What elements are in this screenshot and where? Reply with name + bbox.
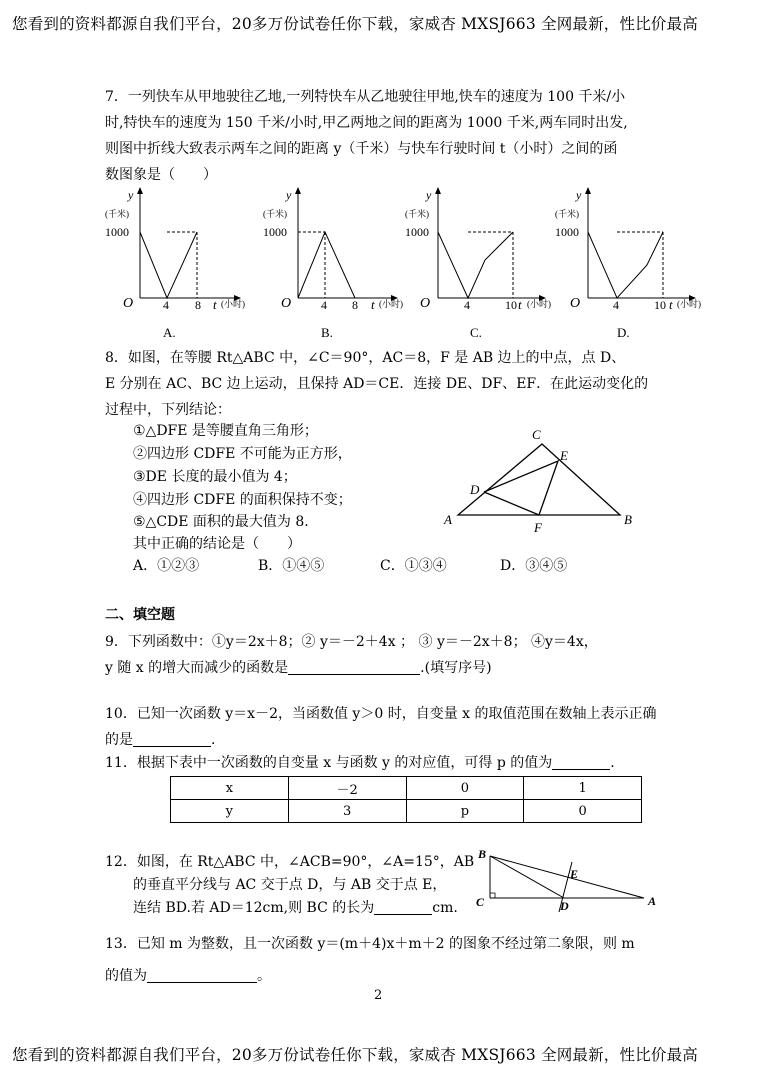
graph-d [555, 188, 701, 340]
q13-line2-pre: 的值为 [105, 968, 147, 984]
table-row [171, 777, 642, 800]
table-cell: p [406, 800, 524, 823]
graph-a [105, 188, 245, 340]
q8-label-b: B [624, 512, 632, 527]
q13-answer-blank[interactable] [147, 968, 257, 983]
graph-d-ytick: 1000 [555, 225, 579, 239]
graph-c-ytick: 1000 [405, 225, 429, 239]
graph-a-x-label: t [213, 297, 217, 312]
q7-graphs [95, 180, 735, 345]
q11-line1-post: . [610, 755, 615, 771]
q9-line2-post: .(填写序号) [420, 660, 492, 676]
bottom-banner: 您看到的资料都源自我们平台，20多万份试卷任你下载，家威杏 MXSJ663 全网最新，性比价最高 [12, 1046, 699, 1064]
q12-answer-blank[interactable] [374, 900, 432, 915]
graph-c-label: C. [470, 325, 482, 340]
q12-line3-post: cm. [432, 900, 458, 916]
q12-label-e: E [570, 867, 579, 881]
q12-figure [472, 844, 672, 914]
section-title: 二、填空题 [105, 607, 175, 623]
graph-c [405, 188, 551, 340]
q12-line2: 的垂直平分线与 AC 交于点 D，与 AB 交于点 E， [133, 877, 447, 893]
top-banner: 您看到的资料都源自我们平台，20多万份试卷任你下载，家威杏 MXSJ663 全网最新，性比价最高 [12, 15, 699, 33]
q12-label-d: D [560, 899, 569, 913]
q12-label-c: C [476, 895, 485, 909]
q10-line2-post: . [211, 732, 216, 748]
graph-d-y-label: y [576, 188, 582, 202]
graph-a-unit-x: (小时) [221, 299, 245, 309]
q7-line2: 时,特快车的速度为 150 千米/小时,甲乙两地之间的距离为 1000 千米,两车同时出发, [105, 115, 628, 131]
q8-line2: E 分别在 AC、BC 边上运动，且保持 AD＝CE．连接 DE、DF、EF．在此运动变化的 [105, 376, 649, 392]
graph-d-unit-y: (千米) [555, 209, 579, 219]
graph-c-x-label: t [518, 297, 522, 312]
graph-c-xtick-2: 10 [505, 298, 517, 312]
q8-conclusion-5: ⑤△CDE 面积的最大值为 8. [133, 514, 309, 530]
q7-line3: 则图中折线大致表示两车之间的距离 y（千米）与快车行驶时间 t（小时）之间的函 [105, 141, 618, 157]
graph-b-unit-y: (千米) [263, 209, 287, 219]
q8-label-d: D [470, 482, 480, 497]
q11-value-table [170, 776, 642, 823]
q11-answer-blank[interactable] [552, 755, 610, 770]
graph-a-origin: O [123, 296, 134, 311]
q8-line3: 过程中，下列结论： [105, 402, 231, 418]
q13-line2 [105, 965, 271, 985]
page-number: 2 [374, 988, 383, 1003]
q10-answer-blank[interactable] [133, 732, 211, 747]
table-cell: 0 [406, 777, 524, 800]
q13-line2-post: 。 [257, 968, 271, 984]
q8-ask: 其中正确的结论是（ ） [133, 536, 301, 552]
graph-c-xtick-1: 4 [464, 298, 470, 312]
q8-conclusion-3: ③DE 长度的最小值为 4； [133, 469, 297, 485]
q12-line3-pre: 连结 BD.若 AD＝12cm,则 BC 的长为 [133, 900, 375, 916]
q8-conclusion-4: ④四边形 CDFE 的面积保持不变； [133, 492, 352, 508]
table-cell: x [171, 777, 289, 800]
graph-d-xtick-2: 10 [654, 298, 666, 312]
q8-option-d: D．③④⑤ [500, 558, 568, 574]
q12-line1: 12．如图，在 Rt△ABC 中，∠ACB=90°，∠A=15°，AB [105, 854, 475, 870]
q8-conclusion-2: ②四边形 CDFE 不可能为正方形， [133, 446, 352, 462]
graph-c-y-label: y [426, 188, 432, 202]
table-cell: 3 [288, 800, 406, 823]
q9-line2 [105, 657, 492, 677]
q10-line2-pre: 的是 [105, 732, 133, 748]
q8-figure [440, 420, 650, 540]
graph-b [263, 188, 403, 340]
q10-line2 [105, 729, 215, 749]
graph-a-ytick: 1000 [105, 225, 129, 239]
graph-b-origin: O [281, 296, 292, 311]
q12-label-a: A [648, 894, 657, 908]
graph-a-xtick-2: 8 [195, 298, 201, 312]
q8-label-e: E [560, 448, 568, 463]
graph-c-origin: O [420, 296, 431, 311]
graph-b-xtick-1: 4 [321, 298, 327, 312]
q8-label-a: A [444, 512, 452, 527]
graph-d-label: D. [617, 325, 630, 340]
table-row [171, 800, 642, 823]
q7-line4: 数图象是（ ） [105, 167, 217, 183]
q9-line2-pre: y 随 x 的增大而减少的函数是 [105, 660, 289, 676]
graph-b-unit-x: (小时) [379, 299, 403, 309]
q9-answer-blank[interactable] [288, 660, 420, 675]
q8-line1: 8．如图，在等腰 Rt△ABC 中，∠C＝90°，AC＝8，F 是 AB 边上的中点，点 D、 [105, 350, 626, 366]
q12-line3 [133, 897, 458, 917]
graph-d-x-label: t [669, 297, 673, 312]
graph-a-y-label: y [128, 188, 134, 202]
q11-line1 [105, 752, 615, 772]
q8-option-a: A．①②③ [133, 558, 200, 574]
q9-line1: 9．下列函数中：①y＝2x＋8；② y＝－2＋4x ； ③ y＝－2x＋8； ④y＝4x， [105, 634, 598, 650]
table-cell: y [171, 800, 289, 823]
q8-label-f: F [534, 520, 542, 535]
graph-a-label: A. [163, 325, 176, 340]
q8-label-c: C [532, 427, 541, 442]
graph-b-ytick: 1000 [263, 225, 287, 239]
graph-d-unit-x: (小时) [677, 299, 701, 309]
graph-b-y-label: y [286, 188, 292, 202]
graph-d-xtick-1: 4 [613, 298, 619, 312]
graph-c-unit-y: (千米) [405, 209, 429, 219]
q12-label-b: B [478, 847, 487, 861]
graph-b-label: B. [321, 325, 333, 340]
graph-b-xtick-2: 8 [352, 298, 358, 312]
graph-b-x-label: t [371, 297, 375, 312]
table-cell: 0 [524, 800, 642, 823]
q7-line1: 7．一列快车从甲地驶往乙地,一列特快车从乙地驶往甲地,快车的速度为 100 千米/小 [105, 89, 626, 105]
q13-line1: 13．已知 m 为整数，且一次函数 y＝(m＋4)x＋m＋2 的图象不经过第二象限，则 m [105, 936, 635, 952]
table-cell: 1 [524, 777, 642, 800]
q11-line1-pre: 11．根据下表中一次函数的自变量 x 与函数 y 的对应值，可得 p 的值为 [105, 755, 553, 771]
graph-d-origin: O [570, 296, 581, 311]
graph-c-unit-x: (小时) [527, 299, 551, 309]
q8-option-b: B．①④⑤ [258, 558, 325, 574]
q10-line1: 10．已知一次函数 y＝x－2，当函数值 y＞0 时，自变量 x 的取值范围在数轴上表示正确 [105, 706, 657, 722]
graph-a-unit-y: (千米) [105, 209, 129, 219]
graph-a-xtick-1: 4 [163, 298, 169, 312]
q8-option-c: C．①③④ [380, 558, 447, 574]
q8-conclusion-1: ①△DFE 是等腰直角三角形； [133, 423, 318, 439]
table-cell: －2 [288, 777, 406, 800]
